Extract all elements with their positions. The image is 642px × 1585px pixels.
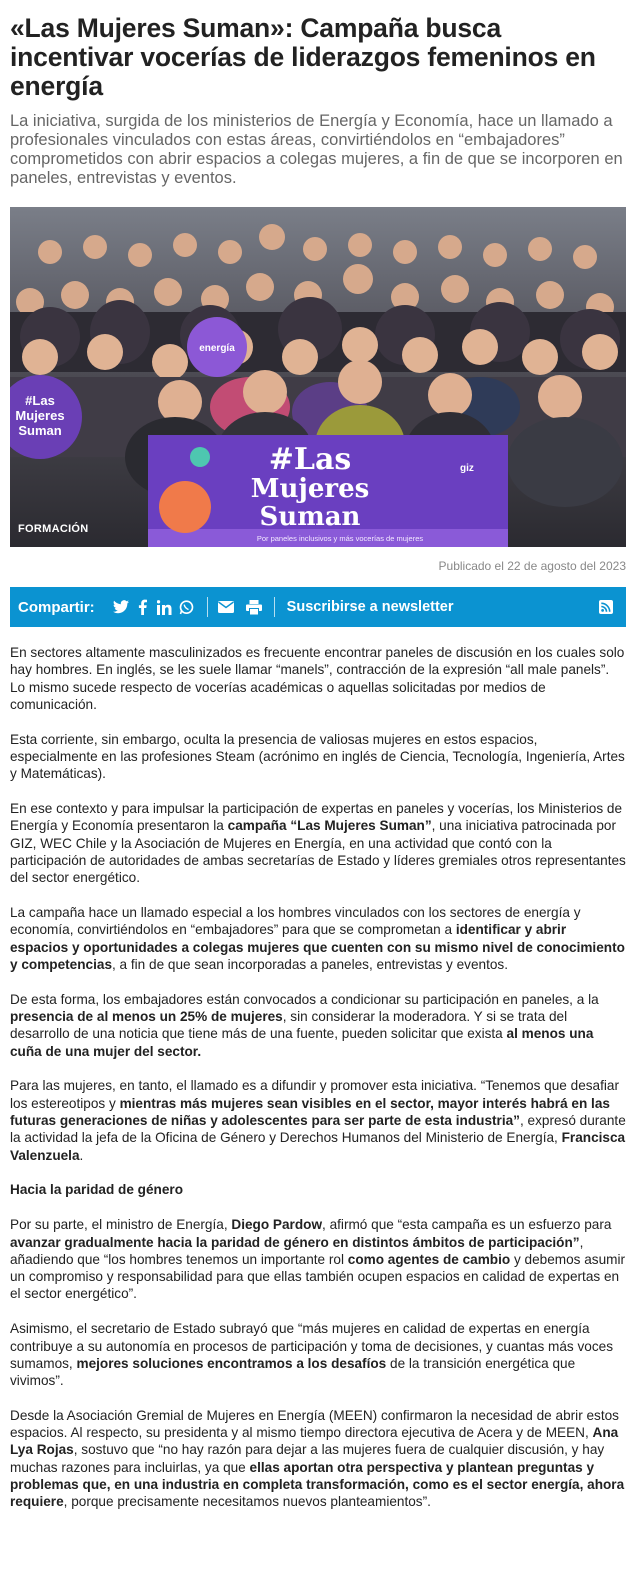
- paragraph: Desde la Asociación Gremial de Mujeres en Energía (MEEN) confirmaron la necesidad de abrir estos espacios. Al respecto, su presidenta y al mismo tiempo directora ejecutiva de Acera y de MEEN, Ana Lya Rojas, sostuvo que “no hay razón para dejar a las mujeres fuera de cualquier discusión, y hay muchas razones para incluirlas, ya que ellas aportan otra perspectiva y plantean preguntas y problemas que, en una industria en completa transformación, como es el sector energía, ahora requiere, porque precisamente necesitamos nuevos planteamientos”.: [10, 1407, 625, 1510]
- rss-icon[interactable]: [596, 597, 616, 617]
- small-sign-text: energía: [199, 343, 235, 354]
- twitter-icon[interactable]: [111, 597, 131, 617]
- paragraph: Asimismo, el secretario de Estado subrayó que “más mujeres en calidad de expertas en energía contribuye a su autonomía en procesos de participación y toma de decisiones, y cuantas más voces sumamos, mejores soluciones encontramos a los desafíos de la transición energética que vivimos”.: [10, 1321, 613, 1389]
- category-label: FORMACIÓN: [18, 523, 89, 535]
- facebook-icon[interactable]: [133, 597, 153, 617]
- paragraph: En sectores altamente masculinizados es frecuente encontrar paneles de discusión en los cuales solo hay hombres. En inglés, se les suele llamar “manels”, contracción de la expresión “all male panels”. Lo mismo sucede respecto de vocerías académicas o aquellas solicitadas por medios de comunicación.: [10, 645, 625, 712]
- banner-hashtag-line-2: Mujeres: [250, 474, 370, 504]
- paragraph: De esta forma, los embajadores están convocados a condicionar su participación en paneles, a la presencia de al menos un 25% de mujeres, sin considerar la moderadora. Y si se trata del desarrollo de una noticia que tiene más de una fuente, pueden solicitar que exista al menos una cuña de una mujer del sector.: [10, 991, 599, 1059]
- campaign-banner: [148, 435, 508, 547]
- linkedin-icon[interactable]: [155, 597, 175, 617]
- round-sign-line-1: #Las: [25, 393, 55, 408]
- article-title: «Las Mujeres Suman»: Campaña busca incentivar vocerías de liderazgos femeninos en energía: [10, 13, 596, 101]
- banner-tagline: Por paneles inclusivos y más vocerías de mujeres: [256, 534, 424, 543]
- print-icon[interactable]: [244, 597, 264, 617]
- paragraph: Para las mujeres, en tanto, el llamado es a difundir y promover esta iniciativa. “Tenemos que desafiar los estereotipos y mientras más mujeres sean visibles en el sector, mayor interés habrá en las futuras generaciones de niñas y adolescentes para ser parte de esta industria”, expresó durante la actividad la jefa de la Oficina de Género y Derechos Humanos del Ministerio de Energía, Francisca Valenzuela.: [10, 1078, 626, 1163]
- round-sign-line-3: Suman: [18, 423, 62, 438]
- publish-date: Publicado el 22 de agosto del 2023: [438, 559, 626, 573]
- article-lead: La iniciativa, surgida de los ministerios de Energía y Economía, hace un llamado a profesionales vinculados con estas áreas, convirtiéndolos en “embajadores” comprometidos con abrir espacios a colegas mujeres, a fin de que se incorporen en paneles, entrevistas y eventos.: [10, 112, 623, 187]
- section-subheading: Hacia la paridad de género: [10, 1182, 184, 1198]
- paragraph: Esta corriente, sin embargo, oculta la presencia de valiosas mujeres en estos espacios, especialmente en las profesiones Steam (acrónimo en inglés de Ciencia, Tecnología, Ingeniería, Artes y Matemáticas).: [10, 731, 625, 782]
- paragraph: En ese contexto y para impulsar la participación de expertas en paneles y vocerías, los Ministerios de Energía y Economía presentaron la campaña “Las Mujeres Suman”, una iniciativa patrocinada por GIZ, WEC Chile y la Asociación de Mujeres en Energía, en una actividad que contó con la participación de autoridades de ambas secretarías de Estado y líderes gremiales otros representantes del sector energético.: [10, 801, 626, 886]
- newsletter-link[interactable]: Suscribirse a newsletter: [286, 599, 454, 615]
- email-icon[interactable]: [216, 597, 236, 617]
- share-separator: [274, 597, 275, 617]
- paragraph: La campaña hace un llamado especial a los hombres vinculados con los sectores de energía y economía, convirtiéndolos en “embajadores” para que se comprometan a identificar y abrir espacios y oportunidades a colegas mujeres que cuenten con su mismo nivel de conocimiento y competencias, a fin de que sean incorporadas a paneles, entrevistas y eventos.: [10, 905, 625, 972]
- article-body: [10, 644, 626, 1511]
- share-separator: [207, 597, 208, 617]
- article-photo: [10, 207, 626, 547]
- group-photo-illustration: [10, 207, 626, 547]
- article: [10, 14, 626, 1511]
- banner-hashtag-line-1: #Las: [268, 442, 352, 477]
- giz-logo: giz: [460, 463, 474, 474]
- whatsapp-icon[interactable]: [177, 597, 197, 617]
- paragraph: Por su parte, el ministro de Energía, Diego Pardow, afirmó que “esta campaña es un esfuerzo para avanzar gradualmente hacia la paridad de género en distintos ámbitos de participación”, añadiendo que “los hombres tenemos un importante rol como agentes de cambio y debemos asumir un compromiso y responsabilidad para que ellas también ocupen espacios en calidad de expertas en el sector energético”.: [10, 1217, 626, 1302]
- banner-hashtag-line-3: Suman: [259, 502, 361, 532]
- share-label: Compartir:: [18, 598, 95, 616]
- round-sign-line-2: Mujeres: [15, 408, 65, 423]
- share-bar: [10, 587, 626, 627]
